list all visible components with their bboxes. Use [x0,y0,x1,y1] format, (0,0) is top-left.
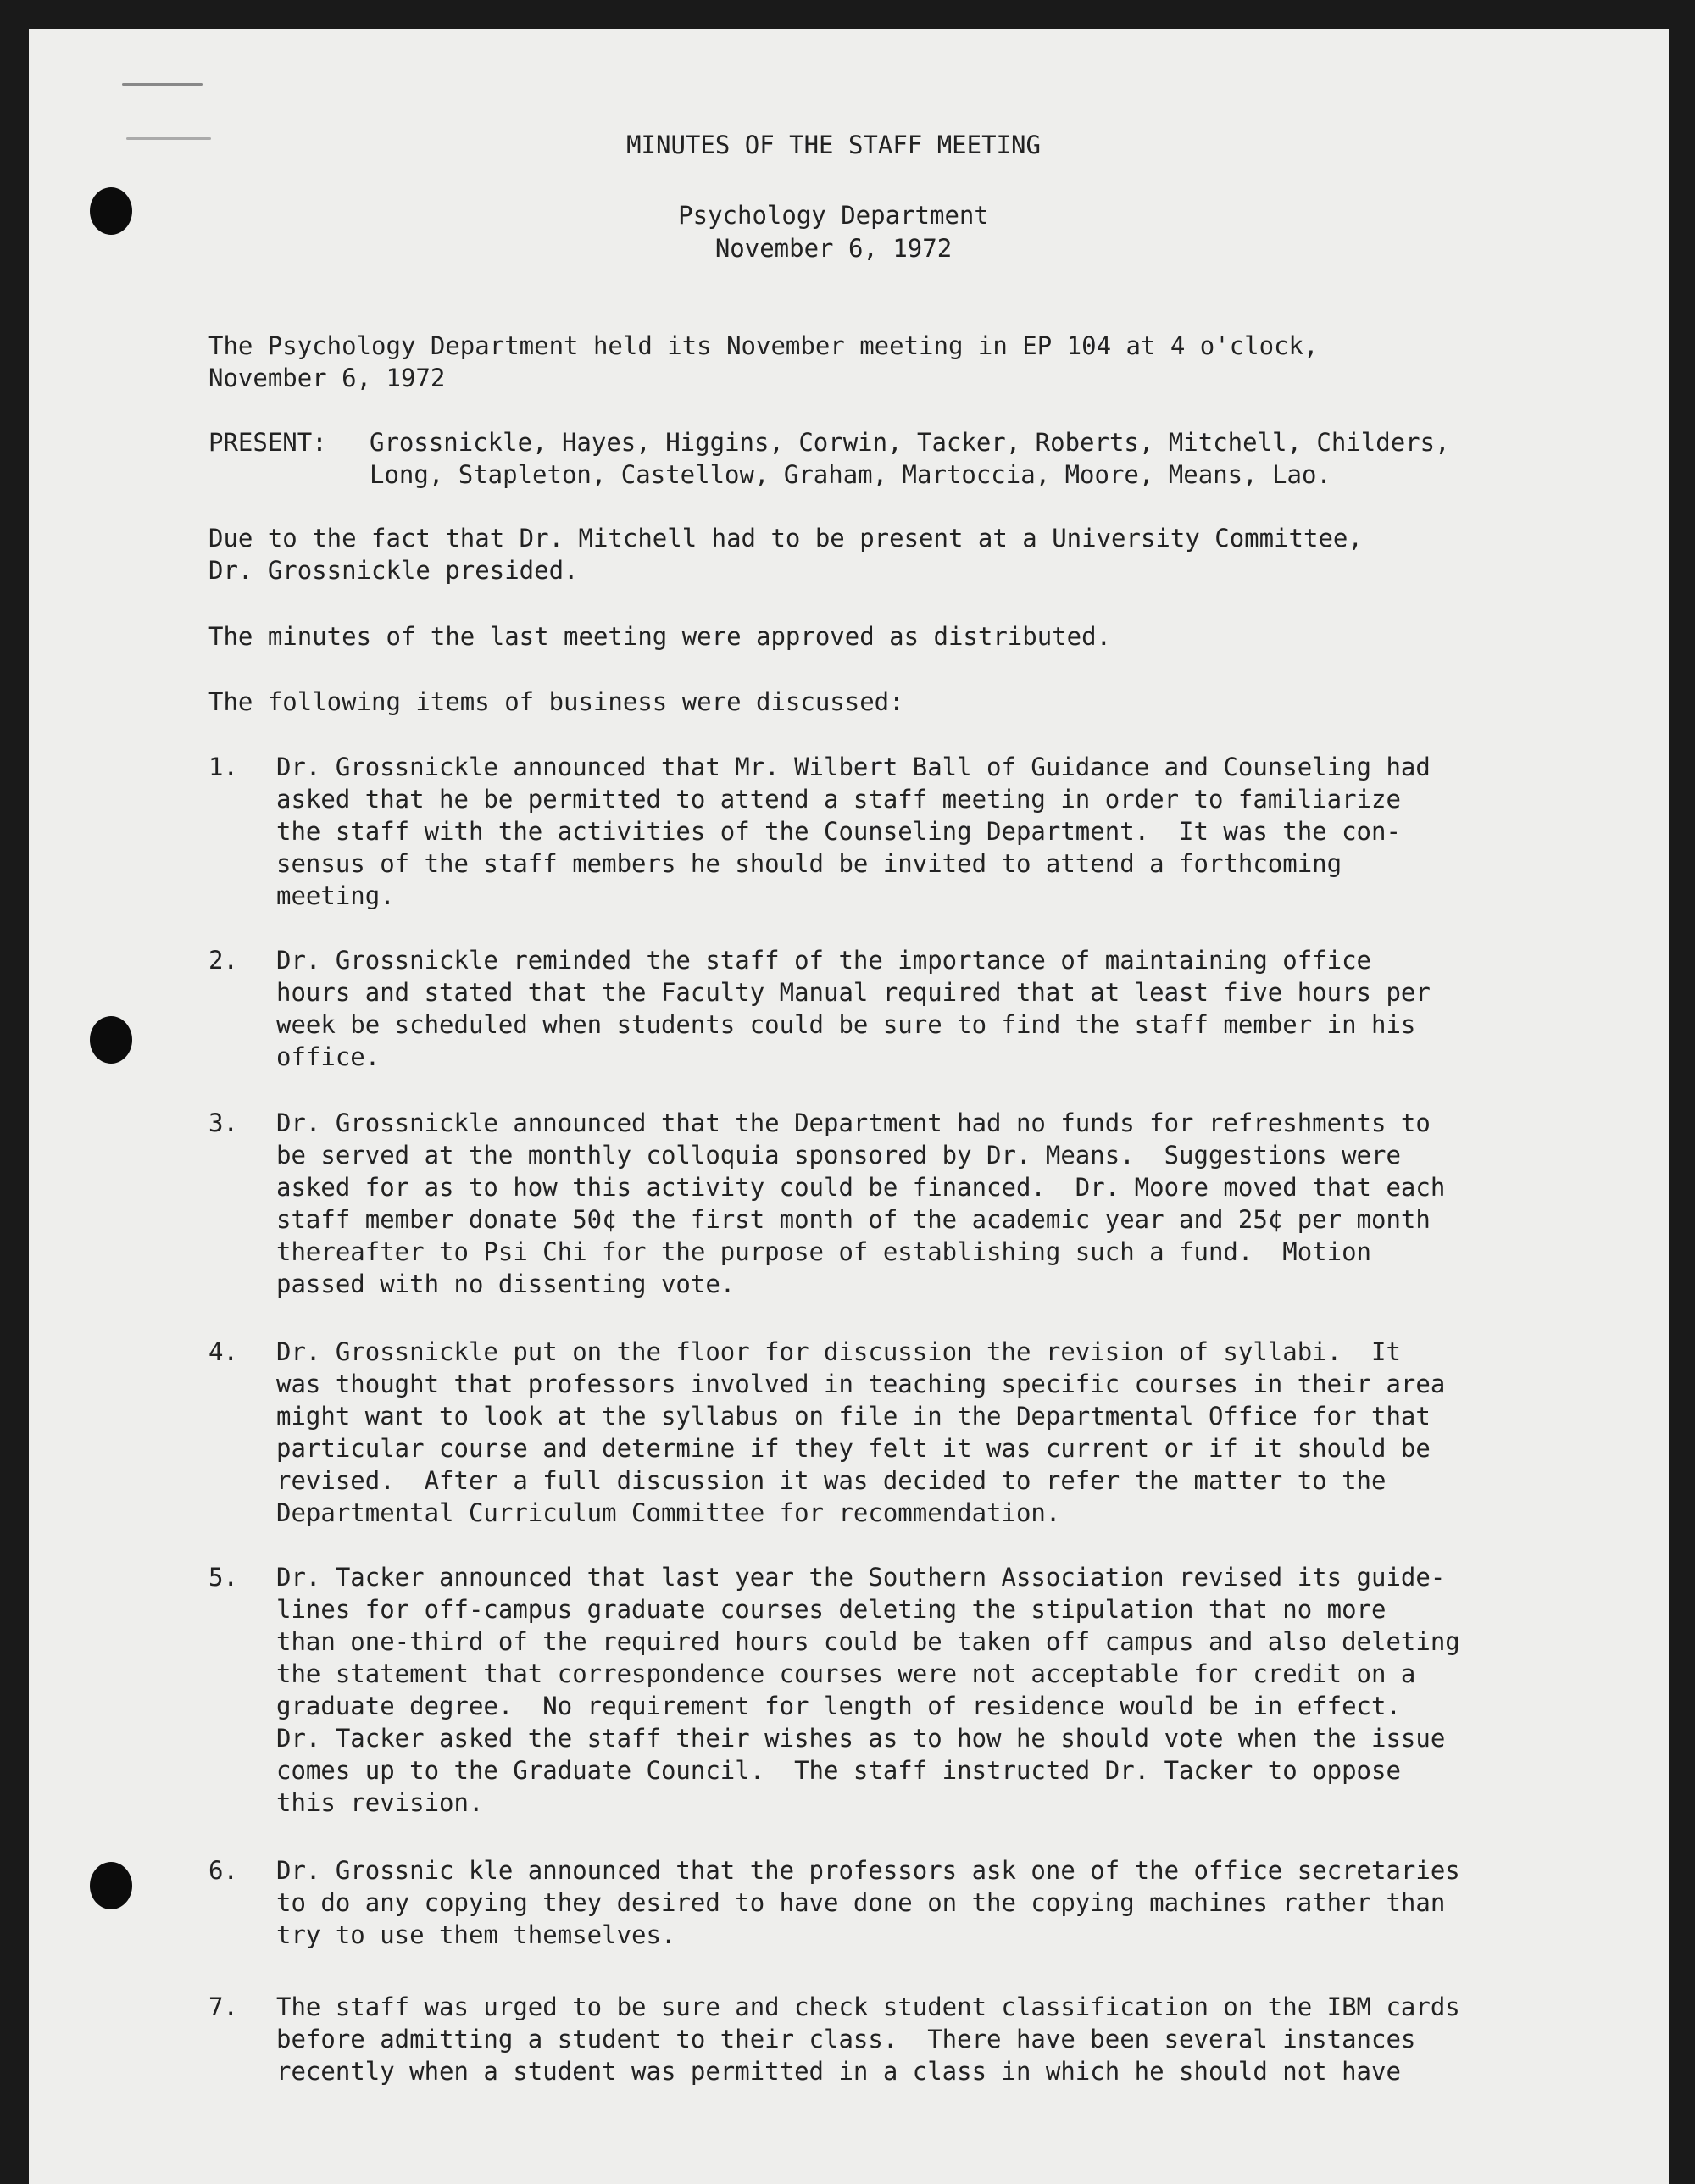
business-intro: The following items of business were discussed: [208,687,904,716]
punch-hole [90,1016,132,1064]
intro-paragraph: The Psychology Department held its November meeting in EP 104 at 4 o'clock, November 6, 1972 [208,331,1319,392]
presiding-paragraph: Due to the fact that Dr. Mitchell had to be present at a University Committee, Dr. Grossnickle presided. [208,524,1363,585]
meeting-date: November 6, 1972 [714,234,953,263]
item-text: Dr. Grossnickle announced that the Department had no funds for refreshments to be served at the monthly colloquia sponsored by Dr. Means. Suggestions were asked for as to how this activity could be financed. Dr. Moore moved that each staff member donate 50¢ the first month of the academic year and 25¢ per month thereafter to Psi Chi for the purpose of establishing such a fund. Motion passed with no dissenting vote. [276,1109,1446,1298]
minutes-approval: The minutes of the last meeting were approved as distributed. [208,622,1112,651]
punch-hole [90,1862,132,1909]
item-number: 6. [208,1856,238,1885]
item-number: 4. [208,1337,238,1366]
document-title: MINUTES OF THE STAFF MEETING [626,131,1041,159]
item-text: Dr. Grossnickle put on the floor for discussion the revision of syllabi. It was thought that professors involved in teaching specific courses in their area might want to look at the syllabus on file in the Departmental Office for that particular course and determine if they felt it was current or if it should be revised. After a full discussion it was decided to refer the matter to the Departmental Curriculum Committee for recommendation. [276,1337,1446,1527]
item-text: Dr. Grossnickle reminded the staff of the importance of maintaining office hours and stated that the Faculty Manual required that at least five hours per week be scheduled when students could be sure to find the staff member in his office. [276,946,1431,1071]
item-number: 1. [208,753,238,781]
present-label: PRESENT: [208,428,327,457]
present-names: Grossnickle, Hayes, Higgins, Corwin, Tacker, Roberts, Mitchell, Childers, Long, Stapleton, Castellow, Graham, Martoccia, Moore, Means, Lao. [370,428,1450,489]
item-number: 3. [208,1109,238,1137]
item-number: 2. [208,946,238,975]
item-text: Dr. Grossnic kle announced that the professors ask one of the office secretaries to do any copying they desired to have done on the copying machines rather than try to use them themselves. [276,1856,1460,1949]
staple-mark [122,83,203,86]
item-number: 7. [208,1992,238,2021]
department-name: Psychology Department [678,201,989,230]
document-page [29,29,1669,2184]
item-text: Dr. Grossnickle announced that Mr. Wilbert Ball of Guidance and Counseling had asked that he be permitted to attend a staff meeting in order to familiarize the staff with the activities of the Counseling Department. It was the con- sensus of the staff members he should be invited to attend a forthcoming meeting. [276,753,1431,910]
item-text: Dr. Tacker announced that last year the Southern Association revised its guide- lines for off-campus graduate courses deleting the stipulation that no more than one-third of the required hours could be taken off campus and also deleting the statement that correspondence courses were not acceptable for credit on a graduate degree. No requirement for length of residence would be in effect. Dr. Tacker asked the staff their wishes as to how he should vote when the issue comes up to the Graduate Council. The staff instructed Dr. Tacker to oppose this revision. [276,1563,1460,1817]
item-number: 5. [208,1563,238,1592]
item-text: The staff was urged to be sure and check student classification on the IBM cards before admitting a student to their class. There have been several instances recently when a student was permitted in a class in which he should not have [276,1992,1460,2086]
